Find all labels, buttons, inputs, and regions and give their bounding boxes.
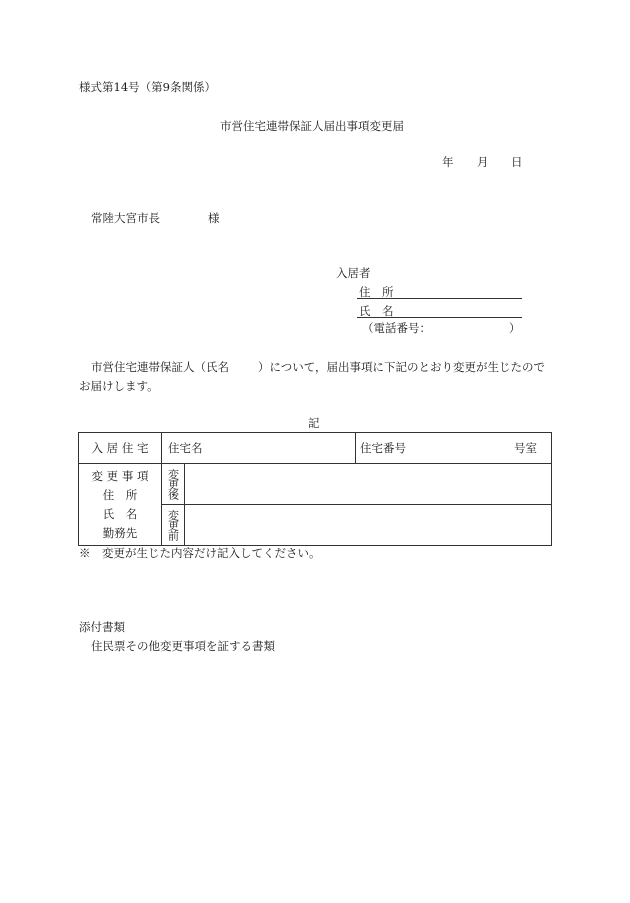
item-workplace-label: 勤務先 bbox=[102, 525, 138, 540]
date-day: 日 bbox=[511, 155, 523, 169]
house-number-label: 住宅番号 bbox=[360, 441, 406, 455]
ki-heading: 記 bbox=[308, 416, 320, 430]
change-items-label: 変 更 事 項 bbox=[91, 468, 149, 483]
house-number-cell bbox=[356, 433, 552, 464]
table-row bbox=[79, 433, 552, 464]
attachments-heading: 添付書類 bbox=[79, 620, 125, 634]
room-suffix: 号室 bbox=[514, 441, 537, 455]
applicant-name-label: 氏 名 bbox=[359, 304, 394, 318]
applicant-address-line bbox=[357, 298, 522, 299]
applicant-name-line bbox=[357, 317, 522, 318]
body-text-line2: お届けします。 bbox=[79, 379, 159, 393]
date-month: 月 bbox=[477, 155, 489, 169]
attachments-item: 住民票その他変更事項を証する書類 bbox=[91, 639, 275, 653]
item-address-label: 住 所 bbox=[102, 487, 138, 502]
before-value-cell bbox=[185, 505, 552, 546]
resident-house-label: 入 居 住 宅 bbox=[91, 441, 149, 455]
date-year: 年 bbox=[442, 155, 454, 169]
after-label-cell bbox=[162, 464, 185, 505]
resident-house-label-cell bbox=[79, 433, 162, 464]
body-text-part1: 市営住宅連帯保証人（氏名 bbox=[91, 360, 229, 374]
body-text-part2: ）について，届出事項に下記のとおり変更が生じたので bbox=[258, 360, 546, 374]
house-name-label: 住宅名 bbox=[168, 441, 203, 455]
record-table bbox=[78, 432, 552, 546]
note-text: ※ 変更が生じた内容だけ記入してください。 bbox=[79, 546, 321, 560]
house-name-cell bbox=[162, 433, 356, 464]
applicant-heading: 入居者 bbox=[336, 266, 371, 280]
addressee-honorific: 様 bbox=[208, 211, 220, 225]
before-label: 変更前 bbox=[166, 510, 180, 540]
table-row bbox=[79, 464, 552, 505]
after-value-cell bbox=[185, 464, 552, 505]
item-name-label: 氏 名 bbox=[102, 506, 138, 521]
applicant-address-label: 住 所 bbox=[359, 285, 394, 299]
applicant-phone-label: （電話番号： bbox=[362, 321, 431, 335]
change-items-label-cell bbox=[79, 464, 162, 546]
after-label: 変更後 bbox=[166, 469, 180, 499]
before-label-cell bbox=[162, 505, 185, 546]
form-title: 市営住宅連帯保証人届出事項変更届 bbox=[220, 119, 404, 133]
form-number: 様式第14号（第9条関係） bbox=[79, 80, 216, 94]
applicant-phone-close: ） bbox=[509, 321, 521, 335]
addressee-name: 常陸大宮市長 bbox=[91, 211, 160, 225]
